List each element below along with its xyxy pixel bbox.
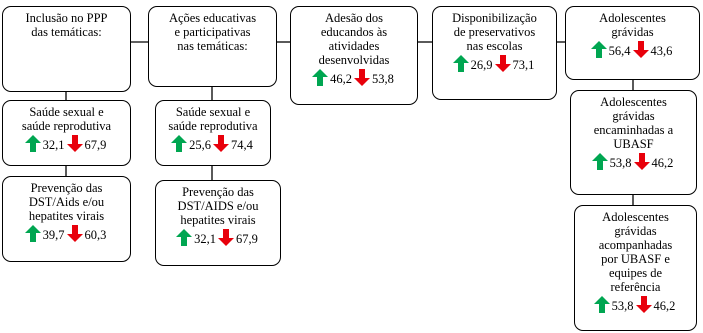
box-acoes-educativas	[148, 6, 277, 87]
box-title: Inclusão no PPP das temáticas:	[25, 11, 108, 39]
box-gravidas-encaminhadas	[570, 90, 697, 195]
value-down: 43,6	[650, 44, 673, 58]
stats-row	[574, 152, 693, 170]
stats-row	[6, 224, 127, 242]
box-title: Disponibilização de preservativos nas escolas	[452, 11, 537, 53]
arrow-up-icon	[171, 135, 187, 152]
box-title: Saúde sexual e saúde reprodutiva	[21, 105, 112, 133]
arrow-down-icon	[634, 153, 650, 170]
value-down: 74,4	[231, 138, 253, 152]
value-down: 67,9	[84, 138, 107, 152]
arrow-up-icon	[312, 69, 328, 86]
arrow-up-icon	[591, 41, 607, 58]
stats-row	[436, 54, 553, 72]
value-up: 25,6	[189, 138, 211, 152]
arrow-down-icon	[218, 229, 234, 246]
arrow-down-icon	[495, 55, 511, 72]
box-title: Ações educativas e participativas nas temáticas:	[168, 11, 257, 53]
box-adesao-educandos	[290, 6, 418, 105]
arrow-down-icon	[633, 41, 649, 58]
arrow-up-icon	[592, 153, 608, 170]
stats-row	[294, 68, 414, 86]
arrow-up-icon	[25, 135, 41, 152]
box-gravidas-acompanhadas	[574, 205, 697, 331]
arrow-up-icon	[25, 225, 41, 242]
box-title: Adolescentes grávidas	[599, 11, 666, 39]
value-up: 46,2	[330, 72, 352, 86]
box-title: Saúde sexual e saúde reprodutiva	[168, 105, 258, 133]
value-down: 73,1	[512, 58, 535, 72]
box-saude-sexual-acoes	[155, 100, 271, 166]
box-prevencao-ppp	[2, 176, 131, 262]
box-inclusao-ppp	[2, 6, 131, 92]
arrow-down-icon	[354, 69, 370, 86]
stats-row	[578, 295, 693, 313]
value-down: 53,8	[372, 72, 394, 86]
arrow-down-icon	[636, 296, 652, 313]
arrow-down-icon	[67, 135, 83, 152]
value-down: 67,9	[236, 232, 258, 246]
stats-row	[159, 134, 267, 152]
value-up: 53,8	[609, 156, 632, 170]
arrow-up-icon	[453, 55, 469, 72]
box-title: Adolescentes grávidas encaminhadas a UBASF	[593, 95, 674, 151]
value-up: 39,7	[42, 228, 65, 242]
stats-row	[159, 228, 277, 246]
value-down: 46,2	[653, 299, 676, 313]
arrow-down-icon	[67, 225, 83, 242]
arrow-up-icon	[176, 229, 192, 246]
arrow-up-icon	[594, 296, 610, 313]
box-preservativos	[432, 6, 557, 100]
value-up: 32,1	[42, 138, 65, 152]
arrow-down-icon	[213, 135, 229, 152]
box-title: Adolescentes grávidas acompanhadas por UBASF e equipes de referência	[598, 210, 673, 294]
value-up: 26,9	[470, 58, 493, 72]
value-up: 56,4	[608, 44, 631, 58]
box-adolescentes-gravidas	[565, 6, 700, 80]
value-down: 46,2	[651, 156, 674, 170]
value-up: 53,8	[611, 299, 634, 313]
stats-row	[569, 40, 696, 58]
box-title: Prevenção das DST/Aids e/ou hepatites virais	[28, 181, 105, 223]
box-prevencao-acoes	[155, 180, 281, 266]
value-down: 60,3	[84, 228, 107, 242]
stats-row	[6, 134, 127, 152]
box-title: Adesão dos educandos às atividades desenvolvidas	[318, 11, 390, 67]
box-title: Prevenção das DST/AIDS e/ou hepatites virais	[177, 185, 259, 227]
box-saude-sexual-ppp	[2, 100, 131, 166]
value-up: 32,1	[194, 232, 216, 246]
